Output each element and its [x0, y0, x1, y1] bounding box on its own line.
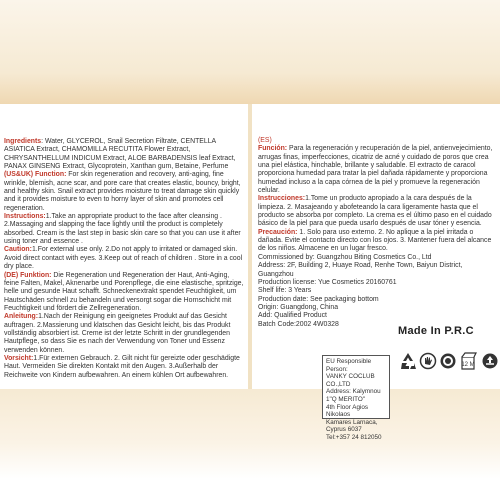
function-paragraph — [4, 171, 244, 213]
qualified-line: Add: Qualified Product — [258, 312, 327, 320]
precaucion-label: Precaución: — [258, 228, 298, 236]
de-function-text: Die Regeneration und Regeneration der Haut, Anti-Aging, feine Falten, Makel, Aknenarbe und Porenpflege, die eine elastische, spritzige, helle und gesunde Haut schafft. Schneckenextrakt spendet Feuchtigkeit, um Hautschäden schnell zu behandeln und versorgt sogar die Hornschicht mit Feuchtigkeit und fördert die Zellregeneration. — [4, 271, 244, 312]
eu-line: Tel:+357 24 812050 — [326, 433, 382, 441]
ingredients-text: : Water, GLYCEROL, Snail Secretion Filtrate, CENTELLA ASIATICA Extract, CHAMOMILLA RECUTITA Flower Extract, CHRYSANTHELLUM INDICUM Extract, ALOE BARBADENSIS leaf Extract, PANAX GINSENG Extract, Glycoprotein, Xanthan gum, Betaine, Perfume — [4, 138, 236, 171]
anleitung-text: 1.Nach der Reinigung ein geeignetes Produkt auf das Gesicht auftragen. 2.Massierung und klatschen das Gesicht leicht, bis das Produkt vollständig absorbiert ist. Creme ist der letzte Schritt in der grundlegenden Hautpflege, so dass Sie es nach der Verwendung von Toner und Essenz verwenden können. — [4, 313, 231, 354]
instructions-paragraph — [4, 213, 244, 246]
vorsicht-paragraph — [4, 355, 244, 380]
caution-label: Caution: — [4, 246, 32, 254]
instrucciones-paragraph — [258, 195, 498, 228]
made-in-label: Made In P.R.C — [398, 325, 474, 337]
eu-line: Cyprus 6037 — [326, 426, 362, 434]
right-label-text — [258, 137, 498, 329]
eu-line: EU Responsible Person: — [326, 358, 372, 373]
pao-text: 12 M — [461, 362, 475, 368]
circle-pattern-icon — [439, 350, 457, 372]
bottom-background-band — [0, 389, 500, 479]
instructions-label: Instructions: — [4, 213, 46, 221]
anleitung-label: Anleitung: — [4, 313, 39, 321]
recycle-symbol-icon — [481, 350, 499, 372]
instrucciones-label: Instrucciones: — [258, 195, 306, 203]
eu-line: Kamares Larnaca, — [326, 418, 378, 426]
function-text: For skin regeneration and recovery, anti-aging, fine wrinkle, blemish, acne scar, and pore care that creates elastic, bouncy, bright, and healthy skin. Snail extract provides moisture to treat damage skin quickly and it provides moisture to even to horny layer of skin and promotes cell regeneration. — [4, 171, 241, 212]
instructions-text: 1.Take an appropriate product to the face after cleansing . 2.Massaging and slapping the face lightly until the product is completely absorbed. Cream is the last step in basic skin care so that you can use it after using toner and essence . — [4, 213, 241, 246]
production-date-line: Production date: See packaging bottom — [258, 295, 379, 303]
origin-line: Origin: Guangdong, China — [258, 303, 339, 311]
caution-paragraph — [4, 246, 244, 271]
period-after-opening-icon — [459, 350, 479, 372]
de-function-paragraph — [4, 272, 244, 314]
eu-line: Address: Kalymnou 1"Q MERITO" — [326, 388, 381, 403]
license-line: Production license: Yue Cosmetics 20160761 — [258, 278, 397, 286]
ingredients-paragraph — [4, 138, 244, 171]
precaucion-text: 1. Solo para uso externo. 2. No aplique a la piel irritada o dañada. Evite el contacto directo con los ojos. 3. Mantener fuera del alcance de los niños. Almacene en un lugar fresco. — [258, 228, 492, 253]
shelf-life-line: Shelf life: 3 Years — [258, 287, 312, 295]
certification-icons — [399, 350, 499, 376]
eu-line: 4th Floor Agios Nikolaos — [326, 403, 369, 419]
footer-strip — [0, 479, 500, 500]
funcion-text: Para la regeneración y recuperación de la piel, antienvejecimiento, arrugas finas, imperfecciones, cicatriz de acné y cuidado de poros que crea una piel elástica, hinchable, brillante y saludable. El extracto de caracol proporciona humedad para tratar la piel dañada rápidamente y proporciona humedad incluso a la capa córnea de la piel y promueve la regeneración celular. — [258, 145, 493, 195]
commissioned-line: Commissioned by: Guangzhou Biting Cosmetics Co., Ltd — [258, 253, 432, 261]
address-line: Address: 2F, Building 2, Huaye Road, Renhe Town, Baiyun District, Guangzhou — [258, 262, 463, 278]
function-label: (US&UK) Function: — [4, 171, 67, 179]
hand-no-icon — [419, 350, 437, 372]
es-tag: (ES) — [258, 137, 272, 144]
eu-responsible-person-box — [322, 355, 390, 441]
instrucciones-text: 1.Tome un producto apropiado a la cara después de la limpieza. 2. Masajeando y abofeteando la cara ligeramente hasta que el producto se absorba por completo. La crema es el último paso en el cuidado básico de la piel para que pueda usarlo después de usar tóner y esencia. — [258, 195, 492, 228]
batch-line: Batch Code:2002 4W0328 — [258, 320, 339, 328]
top-background-band — [0, 0, 500, 104]
anleitung-paragraph — [4, 313, 244, 355]
caution-text: 1.For external use only. 2.Do not apply to irritated or damaged skin. Avoid direct contact with eyes. 3.Keep out of reach of children . Store in a cool dry place. — [4, 246, 243, 271]
vorsicht-label: Vorsicht: — [4, 354, 34, 362]
center-divider — [248, 104, 252, 389]
funcion-paragraph — [258, 145, 498, 195]
precaucion-paragraph — [258, 229, 498, 254]
recycle-arrows-icon — [399, 350, 417, 372]
de-function-label: (DE) Funktion: — [4, 271, 52, 279]
vorsicht-text: 1.Für externen Gebrauch. 2. Gilt nicht für gereizte oder geschädigte Haut. Vermeiden Sie direkten Kontakt mit den Augen. 3.Außerhalb der Reichweite von Kindern aufbewahren. An einem kühlen Ort aufbewahren. — [4, 354, 240, 379]
left-label-text — [4, 138, 244, 380]
funcion-label: Función: — [258, 145, 288, 153]
ingredients-label: Ingredients — [4, 138, 42, 145]
eu-line: VANKY COCLUB CO.,LTD — [326, 373, 375, 388]
